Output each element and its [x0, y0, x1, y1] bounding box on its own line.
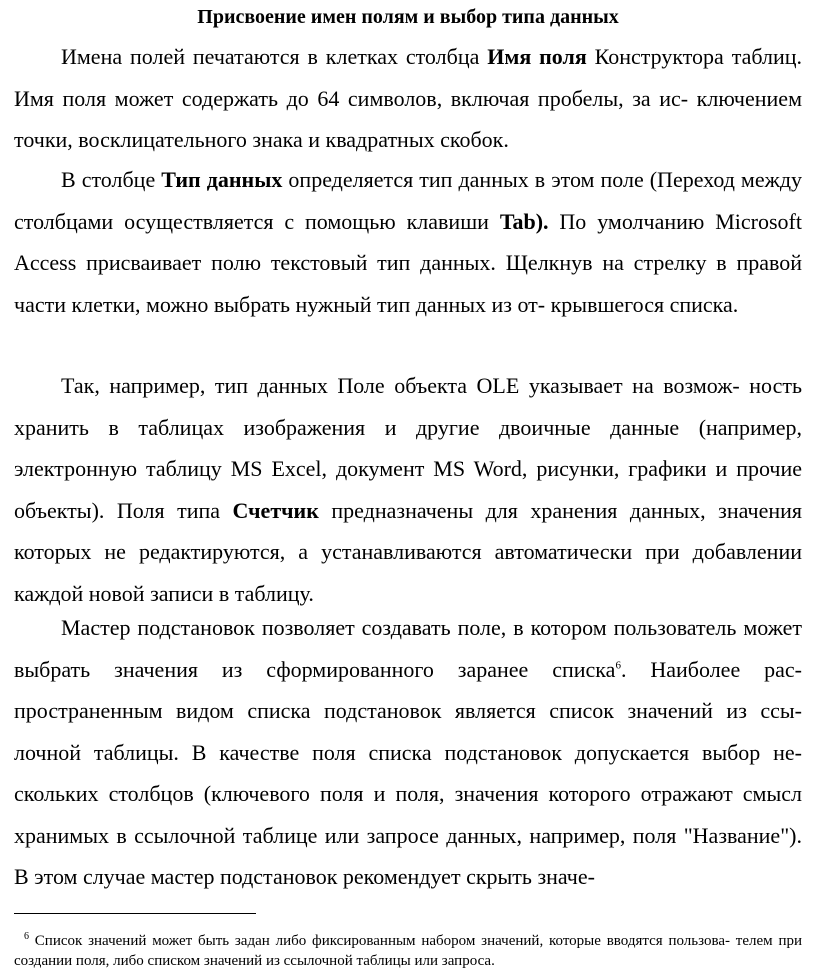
paragraph-2-text-1: В столбце: [61, 167, 162, 192]
paragraph-1-bold-field-name: Имя поля: [487, 44, 587, 69]
paragraph-3-bold-counter: Счетчик: [232, 497, 319, 523]
footnote: [14, 931, 802, 971]
paragraph-1: [14, 36, 802, 161]
paragraph-2-text-3: По умолчанию Microsoft Access присваивает полю текстовый тип данных. Щелкнув на стрелку в правой части клетки, можно выбрать нужный тип данных из от- крывшегося списка.: [14, 208, 802, 317]
paragraph-2-bold-tab-key: Tab).: [499, 208, 549, 234]
paragraph-2: [14, 159, 802, 325]
paragraph-3: [14, 365, 802, 614]
paragraph-4-text-2: . Наиболее рас- пространенным видом списка подстановок является список значений из ссы- лочной таблицы. В качестве поля списка подстановок допускается выбор не- скольких столбцов (ключевого поля и поля, значения которого отражают смысл хранимых в ссылочной таблице или запросе данных, например, поля "Название"). В этом случае мастер подстановок рекомендует скрыть значе-: [14, 656, 802, 889]
footnote-number: 6: [24, 931, 29, 942]
paragraph-3-text-1: Так, например, тип данных Поле объекта OLE указывает на возмож- ность хранить в таблицах изображения и другие двоичные данные (например, электронную таблицу MS Excel, документ MS Word, рисунки, графики и прочие объекты). Поля типа: [14, 373, 802, 523]
footnote-text: Список значений может быть задан либо фиксированным набором значений, которые вводятся пользова- телем при создании поля, либо списком значений из ссылочной таблицы или запроса.: [14, 933, 802, 969]
paragraph-4-text-1: Мастер подстановок позволяет создавать поле, в котором пользователь может выбрать значения из сформированного заранее списка: [14, 615, 802, 682]
paragraph-2-bold-data-type: Тип данных: [161, 167, 283, 192]
paragraph-1-text-2: Конструктора таблиц. Имя поля может содержать до 64 символов, включая пробелы, за ис- ключением точки, восклицательного знака и квадратных скобок.: [14, 44, 803, 152]
paragraph-3-text-2: предназначены для хранения данных, значения которых не редактируются, а устанавливаются автоматически при добавлении каждой новой записи в таблицу.: [14, 497, 802, 606]
section-title: Присвоение имен полям и выбор типа данных: [197, 6, 619, 28]
footnote-separator: [14, 913, 256, 914]
paragraph-1-text-1: Имена полей печатаются в клетках столбца: [61, 44, 488, 69]
paragraph-4: [14, 607, 802, 898]
paragraph-2-text-2: определяется тип данных в этом поле (Переход между столбцами осуществляется с помощью клавиши: [14, 167, 803, 234]
footnote-reference: 6: [615, 659, 621, 672]
